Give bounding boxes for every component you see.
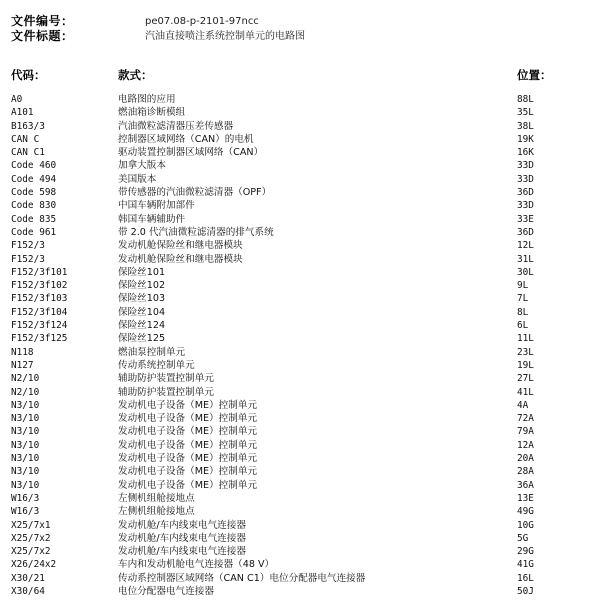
cell-code: Code 835 (11, 213, 57, 225)
cell-code: X25/7x2 (11, 532, 51, 544)
cell-code: Code 494 (11, 173, 57, 185)
cell-position: 72A (517, 413, 534, 425)
cell-code: X26/24x2 (11, 559, 57, 571)
cell-code: F152/3 (11, 253, 45, 265)
cell-model: 传动系统控制单元 (118, 359, 195, 371)
column-header-model: 款式： (118, 68, 153, 82)
cell-position: 13E (517, 492, 534, 504)
cell-model: 发动机电子设备（ME）控制单元 (118, 399, 258, 411)
table-row (11, 359, 601, 372)
cell-position: 7L (517, 293, 529, 305)
cell-position: 49G (517, 506, 534, 518)
cell-position: 28A (517, 466, 534, 478)
cell-position: 10G (517, 519, 534, 531)
cell-code: Code 598 (11, 187, 57, 199)
cell-position: 20A (517, 453, 534, 465)
cell-model: 驱动装置控制器区域网络（CAN） (118, 147, 264, 159)
cell-model: 辅助防护装置控制单元 (118, 373, 214, 385)
table-row (11, 532, 601, 545)
cell-model: 发动机舱保险丝和继电器模块 (118, 240, 243, 252)
cell-position: 33D (517, 200, 534, 212)
cell-code: N2/10 (11, 386, 40, 398)
cell-model: 辅助防护装置控制单元 (118, 386, 214, 398)
cell-position: 5G (517, 532, 529, 544)
cell-code: F152/3 (11, 240, 45, 252)
cell-code: N3/10 (11, 413, 40, 425)
cell-code: N3/10 (11, 439, 40, 451)
table-row (11, 332, 601, 345)
table-row (11, 120, 601, 133)
doc-number-label: 文件编号： (11, 14, 74, 28)
cell-model: 发动机电子设备（ME）控制单元 (118, 453, 258, 465)
table-row (11, 519, 601, 532)
document-header (11, 14, 601, 44)
column-header-position: 位置： (517, 68, 552, 82)
cell-code: N3/10 (11, 399, 40, 411)
cell-code: A101 (11, 107, 34, 119)
table-row (11, 479, 601, 492)
table-row (11, 133, 601, 146)
doc-title-value: 汽油直接喷注系统控制单元的电路图 (145, 31, 305, 42)
cell-position: 6L (517, 320, 529, 332)
cell-position: 36D (517, 187, 534, 199)
table-row (11, 159, 601, 172)
cell-model: 发动机电子设备（ME）控制单元 (118, 426, 258, 438)
table-row (11, 425, 601, 438)
cell-model: 保险丝102 (118, 280, 166, 292)
table-row (11, 146, 601, 159)
cell-position: 38L (517, 120, 534, 132)
table-row (11, 585, 601, 598)
table-row (11, 266, 601, 279)
table-row (11, 452, 601, 465)
cell-model: 发动机舱/车内线束电气连接器 (118, 519, 246, 531)
table-row (11, 93, 601, 106)
cell-model: 左侧机组舱接地点 (118, 506, 195, 518)
table-row (11, 199, 601, 212)
table-row (11, 279, 601, 292)
cell-model: 发动机电子设备（ME）控制单元 (118, 439, 258, 451)
table-row (11, 545, 601, 558)
cell-code: N3/10 (11, 453, 40, 465)
cell-model: 左侧机组舱接地点 (118, 492, 195, 504)
cell-model: 中国车辆附加部件 (118, 200, 195, 212)
cell-position: 33E (517, 213, 534, 225)
cell-code: W16/3 (11, 506, 40, 518)
cell-model: 加拿大版本 (118, 160, 166, 172)
table-row (11, 346, 601, 359)
table-row (11, 253, 601, 266)
cell-code: Code 961 (11, 226, 57, 238)
cell-model: 发动机电子设备（ME）控制单元 (118, 466, 258, 478)
cell-position: 30L (517, 266, 534, 278)
cell-position: 50J (517, 585, 534, 597)
cell-position: 79A (517, 426, 534, 438)
table-header (11, 68, 601, 82)
cell-model: 电位分配器电气连接器 (118, 585, 214, 597)
cell-code: F152/3f124 (11, 320, 68, 332)
cell-code: W16/3 (11, 492, 40, 504)
doc-number-value: pe07.08-p-2101-97ncc (145, 16, 259, 27)
cell-model: 发动机舱/车内线束电气连接器 (118, 546, 246, 558)
cell-position: 23L (517, 346, 534, 358)
cell-code: Code 460 (11, 160, 57, 172)
table-row (11, 505, 601, 518)
cell-code: CAN C1 (11, 147, 45, 159)
cell-position: 41L (517, 386, 534, 398)
cell-model: 保险丝104 (118, 306, 166, 318)
cell-model: 带传感器的汽油微粒滤清器（OPF） (118, 187, 272, 199)
table-row (11, 399, 601, 412)
cell-code: N2/10 (11, 373, 40, 385)
cell-code: X30/64 (11, 585, 45, 597)
cell-code: Code 830 (11, 200, 57, 212)
cell-model: 保险丝124 (118, 320, 166, 332)
table-row (11, 319, 601, 332)
cell-code: N3/10 (11, 479, 40, 491)
table-row (11, 306, 601, 319)
cell-model: 保险丝125 (118, 333, 166, 345)
doc-number-row (11, 14, 601, 29)
cell-code: CAN C (11, 133, 40, 145)
cell-position: 16K (517, 147, 534, 159)
table-row (11, 386, 601, 399)
cell-position: 29G (517, 546, 534, 558)
table-row (11, 372, 601, 385)
cell-model: 发动机舱保险丝和继电器模块 (118, 253, 243, 265)
cell-code: F152/3f104 (11, 306, 68, 318)
table-row (11, 292, 601, 305)
cell-position: 8L (517, 306, 529, 318)
component-table (11, 93, 601, 598)
cell-position: 31L (517, 253, 534, 265)
cell-position: 12A (517, 439, 534, 451)
cell-model: 燃油泵控制单元 (118, 346, 186, 358)
cell-position: 16L (517, 572, 534, 584)
cell-code: F152/3f103 (11, 293, 68, 305)
table-row (11, 465, 601, 478)
cell-position: 36D (517, 226, 534, 238)
cell-code: X25/7x1 (11, 519, 51, 531)
cell-position: 41G (517, 559, 534, 571)
table-row (11, 492, 601, 505)
table-row (11, 412, 601, 425)
cell-model: 控制器区域网络（CAN）的电机 (118, 133, 254, 145)
cell-position: 11L (517, 333, 534, 345)
doc-title-label: 文件标题： (11, 29, 74, 43)
cell-position: 27L (517, 373, 534, 385)
column-header-code: 代码： (11, 68, 46, 82)
cell-position: 9L (517, 280, 529, 292)
cell-model: 韩国车辆辅助件 (118, 213, 186, 225)
cell-position: 36A (517, 479, 534, 491)
table-row (11, 213, 601, 226)
cell-model: 发动机电子设备（ME）控制单元 (118, 479, 258, 491)
cell-code: X25/7x2 (11, 546, 51, 558)
cell-position: 88L (517, 94, 534, 105)
table-row (11, 106, 601, 119)
cell-code: B163/3 (11, 120, 45, 132)
cell-code: F152/3f125 (11, 333, 68, 345)
table-row (11, 572, 601, 585)
cell-code: X30/21 (11, 572, 45, 584)
cell-model: 发动机电子设备（ME）控制单元 (118, 413, 258, 425)
cell-model: 传动系控制器区域网络（CAN C1）电位分配器电气连接器 (118, 572, 366, 584)
cell-position: 12L (517, 240, 534, 252)
cell-model: 美国版本 (118, 173, 157, 185)
cell-model: 车内和发动机舱电气连接器（48 V） (118, 559, 275, 571)
cell-model: 燃油箱诊断模组 (118, 107, 186, 119)
cell-code: N3/10 (11, 426, 40, 438)
table-row (11, 558, 601, 571)
cell-model: 汽油微粒滤清器压差传感器 (118, 120, 234, 132)
table-row (11, 186, 601, 199)
doc-title-row (11, 29, 601, 44)
table-row (11, 226, 601, 239)
cell-code: F152/3f102 (11, 280, 68, 292)
cell-model: 保险丝101 (118, 266, 166, 278)
cell-model: 保险丝103 (118, 293, 166, 305)
cell-model: 电路图的应用 (118, 94, 176, 105)
cell-position: 19L (517, 359, 534, 371)
table-row (11, 239, 601, 252)
cell-position: 33D (517, 173, 534, 185)
cell-position: 4A (517, 399, 529, 411)
cell-code: N127 (11, 359, 34, 371)
cell-code: N3/10 (11, 466, 40, 478)
cell-code: N118 (11, 346, 34, 358)
cell-model: 发动机舱/车内线束电气连接器 (118, 532, 246, 544)
table-row (11, 173, 601, 186)
table-row (11, 439, 601, 452)
cell-model: 带 2.0 代汽油微粒滤清器的排气系统 (118, 226, 274, 238)
cell-position: 19K (517, 133, 534, 145)
cell-code: F152/3f101 (11, 266, 68, 278)
cell-position: 35L (517, 107, 534, 119)
cell-code: A0 (11, 94, 23, 105)
cell-position: 33D (517, 160, 534, 172)
